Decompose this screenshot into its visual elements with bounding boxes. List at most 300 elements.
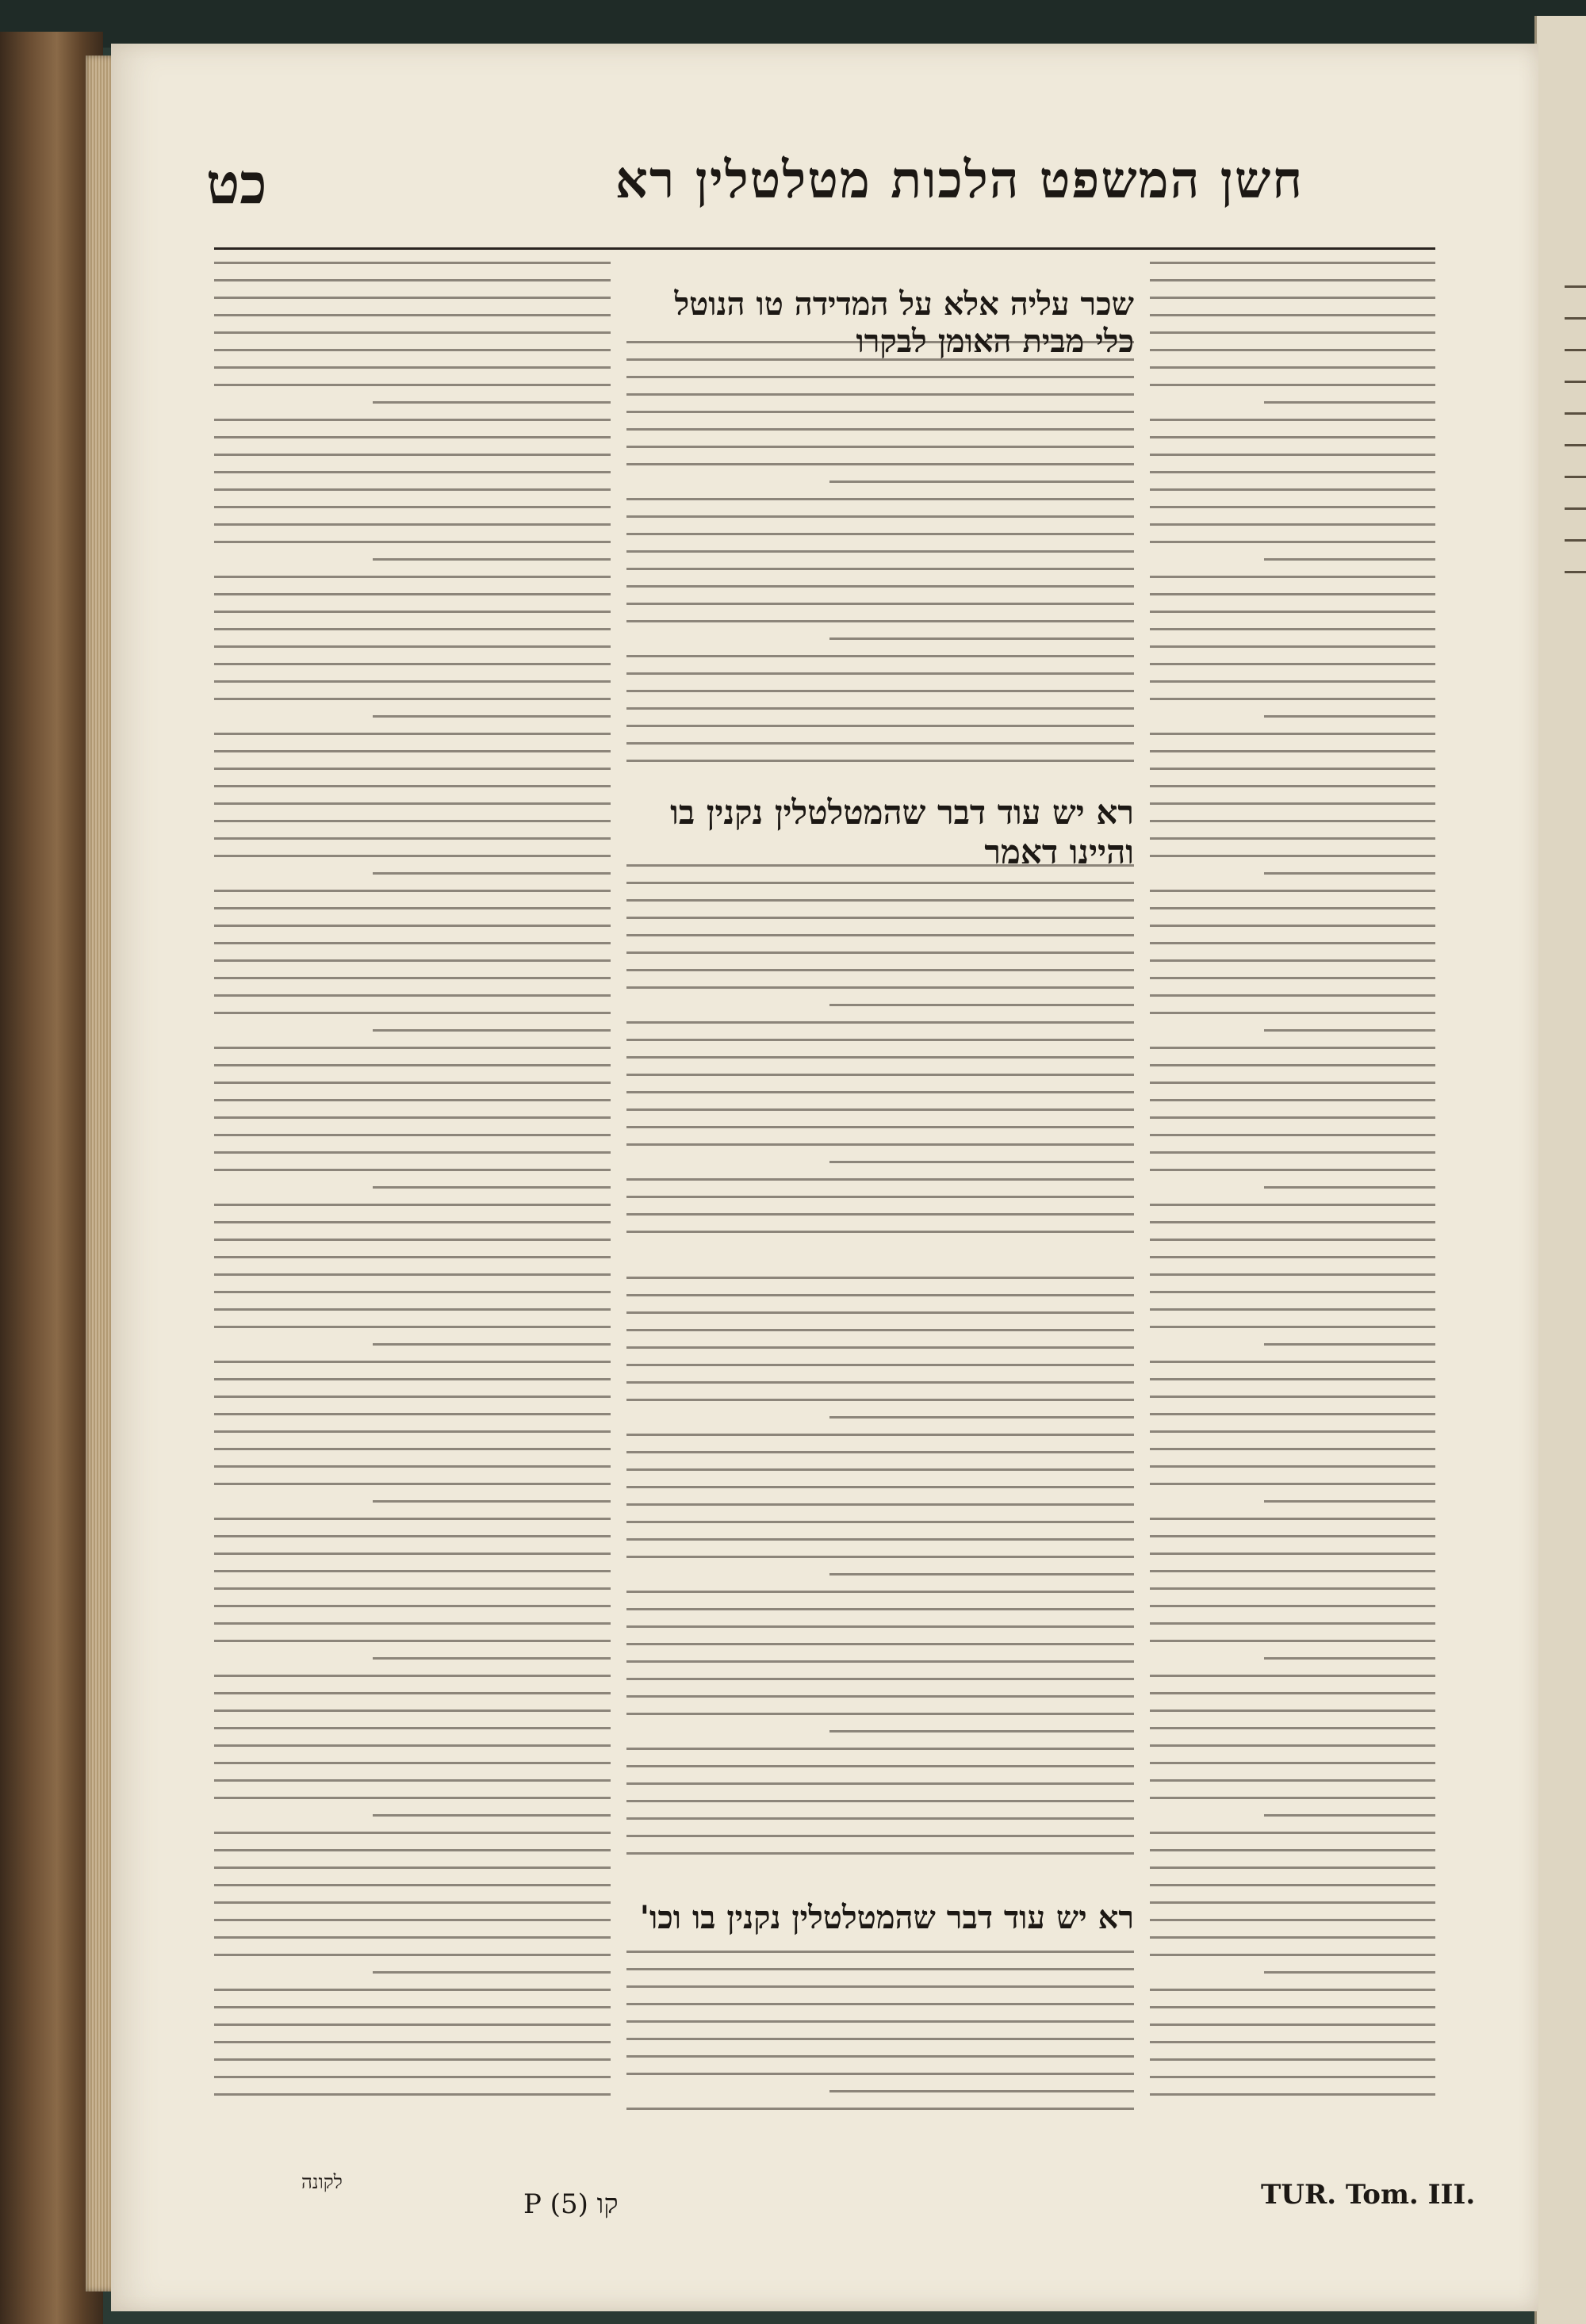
text-line <box>1150 297 1435 299</box>
text-line <box>214 436 611 438</box>
text-line <box>214 1989 611 1991</box>
text-line <box>1150 1570 1435 1572</box>
text-line <box>626 1835 1134 1837</box>
text-line <box>214 1640 611 1642</box>
text-line <box>1264 872 1435 875</box>
text-line <box>829 2090 1134 2092</box>
text-line <box>214 1047 611 1049</box>
text-line <box>1150 768 1435 770</box>
text-line <box>214 1064 611 1066</box>
text-line <box>214 680 611 683</box>
text-line <box>1150 1064 1435 1066</box>
section-heading-1: שכר עליה אלא על המדידה טו הנוטל כלי מבית האומן לבקרו <box>674 285 1134 360</box>
text-line <box>373 401 611 404</box>
text-line <box>214 768 611 770</box>
text-line <box>1150 802 1435 805</box>
text-line <box>626 603 1134 605</box>
text-line <box>1150 384 1435 386</box>
text-line <box>829 1004 1134 1006</box>
text-line <box>1150 611 1435 613</box>
text-line <box>214 1675 611 1677</box>
running-title: חשן המשפט הלכות מטלטלין רא <box>615 151 1304 210</box>
text-line <box>1150 1762 1435 1764</box>
text-line <box>626 1782 1134 1785</box>
text-line <box>1264 1500 1435 1503</box>
text-line <box>214 890 611 892</box>
text-line <box>214 331 611 334</box>
text-line <box>214 1762 611 1764</box>
text-line <box>214 1553 611 1555</box>
text-line <box>214 1901 611 1904</box>
text-line <box>214 698 611 700</box>
text-line <box>214 1744 611 1747</box>
text-line <box>1150 523 1435 526</box>
text-line <box>626 969 1134 971</box>
text-line <box>214 471 611 473</box>
text-line <box>1150 645 1435 648</box>
text-line <box>1150 1308 1435 1311</box>
text-line <box>1150 2058 1435 2061</box>
text-line <box>1150 628 1435 630</box>
text-line <box>214 262 611 264</box>
text-line <box>1264 1814 1435 1817</box>
text-line <box>1150 1012 1435 1014</box>
text-line <box>1150 262 1435 264</box>
text-line <box>626 1056 1134 1059</box>
text-line <box>1150 1553 1435 1555</box>
text-line <box>373 1814 611 1817</box>
text-line <box>1150 1448 1435 1450</box>
text-line <box>373 1657 611 1660</box>
text-line <box>214 366 611 369</box>
text-line <box>1150 541 1435 543</box>
text-line <box>626 2055 1134 2058</box>
text-line <box>373 872 611 875</box>
text-line <box>1150 890 1435 892</box>
text-line <box>1150 1989 1435 1991</box>
text-line <box>214 2076 611 2078</box>
text-line <box>829 480 1134 483</box>
text-line <box>214 1273 611 1276</box>
text-line <box>214 925 611 927</box>
text-line <box>1150 2041 1435 2043</box>
text-line <box>1150 1326 1435 1328</box>
text-line <box>214 1221 611 1223</box>
text-line <box>214 1570 611 1572</box>
text-line <box>214 1954 611 1956</box>
text-line <box>626 1591 1134 1593</box>
text-line <box>214 942 611 944</box>
text-line <box>214 419 611 421</box>
text-line <box>1150 1256 1435 1258</box>
text-line <box>214 1116 611 1119</box>
text-line <box>1150 785 1435 787</box>
text-line <box>1150 994 1435 997</box>
text-line <box>214 1204 611 1206</box>
text-line <box>1150 454 1435 456</box>
text-line <box>1150 471 1435 473</box>
text-line <box>626 1695 1134 1698</box>
text-line <box>373 715 611 718</box>
text-line <box>626 1678 1134 1680</box>
text-line <box>214 1622 611 1625</box>
text-line <box>214 1396 611 1398</box>
folio-number: כט <box>206 151 267 216</box>
text-line <box>1150 1901 1435 1904</box>
text-line <box>214 1099 611 1101</box>
text-line <box>1150 436 1435 438</box>
text-line <box>626 393 1134 396</box>
text-line <box>626 376 1134 378</box>
text-line <box>1150 1919 1435 1921</box>
text-line <box>626 1968 1134 1970</box>
text-line <box>1150 1134 1435 1136</box>
text-line <box>626 1434 1134 1436</box>
text-line <box>1150 1605 1435 1607</box>
text-line <box>214 2006 611 2008</box>
text-line <box>214 2058 611 2061</box>
text-line <box>626 1021 1134 1024</box>
text-line <box>1150 1587 1435 1590</box>
text-line <box>1150 1291 1435 1293</box>
text-line <box>626 742 1134 745</box>
text-line <box>214 506 611 508</box>
text-line <box>626 1660 1134 1663</box>
text-line <box>626 1143 1134 1146</box>
text-line <box>626 1277 1134 1279</box>
text-line <box>1264 401 1435 404</box>
text-line <box>626 550 1134 553</box>
text-line <box>1150 977 1435 979</box>
text-line <box>214 1239 611 1241</box>
signature-mark: P (5) קו <box>523 2188 619 2220</box>
text-line <box>626 1091 1134 1093</box>
text-line <box>626 1817 1134 1820</box>
text-line <box>1150 1465 1435 1468</box>
text-line <box>1150 314 1435 316</box>
text-line <box>214 1692 611 1694</box>
text-line <box>1264 558 1435 561</box>
text-line <box>829 1161 1134 1163</box>
text-line <box>829 637 1134 640</box>
text-line <box>1150 1116 1435 1119</box>
text-line <box>214 855 611 857</box>
commentary-column-left <box>214 262 611 2125</box>
text-line <box>1150 820 1435 822</box>
text-line <box>626 515 1134 518</box>
main-text-block-1 <box>626 341 1134 785</box>
text-line <box>1150 419 1435 421</box>
text-line <box>1150 2093 1435 2096</box>
text-line <box>1150 1273 1435 1276</box>
text-line <box>1150 1954 1435 1956</box>
text-line <box>1150 1622 1435 1625</box>
text-line <box>214 314 611 316</box>
text-line <box>626 707 1134 710</box>
text-line <box>626 672 1134 675</box>
text-line <box>214 1151 611 1154</box>
text-line <box>626 690 1134 692</box>
catchword: TUR. Tom. III. <box>1261 2179 1476 2211</box>
text-line <box>1150 349 1435 351</box>
text-line <box>626 1178 1134 1181</box>
text-line <box>626 1748 1134 1750</box>
text-line <box>214 1518 611 1520</box>
text-line <box>626 1852 1134 1855</box>
text-line <box>626 1451 1134 1453</box>
text-line <box>626 1643 1134 1645</box>
text-line <box>626 568 1134 570</box>
text-line <box>1150 1483 1435 1485</box>
text-line <box>214 1587 611 1590</box>
text-line <box>1264 1029 1435 1032</box>
text-line <box>626 2020 1134 2023</box>
text-line <box>1150 1675 1435 1677</box>
text-line <box>214 611 611 613</box>
text-line <box>626 1294 1134 1296</box>
text-line <box>1150 1849 1435 1851</box>
text-line <box>1150 1936 1435 1939</box>
text-line <box>626 2108 1134 2110</box>
text-line <box>1150 2006 1435 2008</box>
text-line <box>1150 733 1435 735</box>
text-line <box>1150 2023 1435 2026</box>
text-line <box>626 428 1134 431</box>
text-line <box>1150 680 1435 683</box>
text-line <box>626 1039 1134 1041</box>
text-line <box>214 1082 611 1084</box>
text-line <box>1150 1169 1435 1171</box>
text-line <box>1150 1099 1435 1101</box>
text-line <box>626 411 1134 413</box>
text-line <box>214 1605 611 1607</box>
text-line <box>214 1326 611 1328</box>
text-line <box>829 1730 1134 1732</box>
text-line <box>626 934 1134 936</box>
text-line <box>626 917 1134 919</box>
text-line <box>373 1971 611 1974</box>
text-line <box>214 1169 611 1171</box>
text-line <box>626 882 1134 884</box>
text-line <box>214 1413 611 1415</box>
text-line <box>214 1465 611 1468</box>
text-line <box>626 1521 1134 1523</box>
text-line <box>1150 1709 1435 1712</box>
text-line <box>626 1486 1134 1488</box>
section-heading-2: רא יש עוד דבר שהמטלטלין נקנין בו והיינו דאמר <box>670 793 1134 871</box>
page-header <box>206 151 1435 230</box>
text-line <box>214 959 611 962</box>
text-line <box>626 446 1134 448</box>
text-line <box>373 1186 611 1189</box>
text-line <box>626 1311 1134 1314</box>
text-line <box>626 1231 1134 1233</box>
text-line <box>1150 506 1435 508</box>
text-line <box>626 1608 1134 1610</box>
text-line <box>214 1849 611 1851</box>
text-line <box>626 986 1134 989</box>
text-line <box>214 384 611 386</box>
text-line <box>214 907 611 909</box>
text-line <box>214 994 611 997</box>
text-line <box>214 1709 611 1712</box>
text-line <box>626 725 1134 727</box>
text-line <box>829 1416 1134 1419</box>
text-line <box>626 2073 1134 2075</box>
text-line <box>214 2093 611 2096</box>
text-line <box>1150 1378 1435 1380</box>
text-line <box>1150 366 1435 369</box>
text-line <box>1150 576 1435 578</box>
text-line <box>1150 1518 1435 1520</box>
text-line <box>1150 1884 1435 1886</box>
text-line <box>1150 1744 1435 1747</box>
text-line <box>214 1779 611 1782</box>
text-line <box>1150 1779 1435 1782</box>
text-line <box>214 645 611 648</box>
text-line <box>1150 907 1435 909</box>
text-line <box>1150 2076 1435 2078</box>
text-line <box>1150 698 1435 700</box>
text-line <box>1264 715 1435 718</box>
text-line <box>626 1213 1134 1216</box>
text-line <box>373 558 611 561</box>
text-line <box>626 1126 1134 1128</box>
text-line <box>214 297 611 299</box>
commentary-column-center <box>626 1277 1134 1879</box>
text-line <box>1150 1239 1435 1241</box>
text-line <box>626 498 1134 500</box>
text-line <box>214 1535 611 1537</box>
text-line <box>214 785 611 787</box>
text-line <box>626 1985 1134 1988</box>
text-line <box>214 1936 611 1939</box>
text-line <box>1150 279 1435 281</box>
text-line <box>626 1074 1134 1076</box>
text-line <box>626 2038 1134 2040</box>
text-line <box>214 576 611 578</box>
text-line <box>626 760 1134 762</box>
text-line <box>626 899 1134 902</box>
text-line <box>1150 855 1435 857</box>
text-line <box>626 1329 1134 1331</box>
text-line <box>626 1765 1134 1767</box>
text-line <box>214 279 611 281</box>
text-line <box>373 1500 611 1503</box>
text-line <box>1150 1640 1435 1642</box>
text-line <box>214 977 611 979</box>
text-line <box>1150 1866 1435 1869</box>
text-line <box>626 1503 1134 1506</box>
text-line <box>829 1573 1134 1575</box>
text-line <box>214 820 611 822</box>
text-line <box>214 750 611 752</box>
text-line <box>214 837 611 840</box>
text-line <box>626 463 1134 465</box>
text-line <box>214 733 611 735</box>
text-line <box>1150 1047 1435 1049</box>
text-line <box>626 1108 1134 1111</box>
text-line <box>214 1797 611 1799</box>
text-line <box>214 1483 611 1485</box>
text-line <box>626 1468 1134 1471</box>
text-line <box>626 585 1134 588</box>
text-line <box>214 628 611 630</box>
text-line <box>626 1713 1134 1715</box>
text-line <box>626 1800 1134 1802</box>
text-line <box>1150 1692 1435 1694</box>
text-line <box>1150 925 1435 927</box>
text-line <box>1150 1832 1435 1834</box>
text-line <box>214 1430 611 1433</box>
text-line <box>214 1919 611 1921</box>
text-line <box>1150 1535 1435 1537</box>
text-line <box>1150 1413 1435 1415</box>
text-line <box>626 1556 1134 1558</box>
text-line <box>626 951 1134 954</box>
text-line <box>1264 1343 1435 1346</box>
text-line <box>214 523 611 526</box>
text-line <box>214 1378 611 1380</box>
text-line <box>214 1134 611 1136</box>
text-line <box>214 1884 611 1886</box>
text-line <box>1150 1082 1435 1084</box>
scan-background <box>0 0 1586 48</box>
text-line <box>1150 1204 1435 1206</box>
text-line <box>1150 1151 1435 1154</box>
text-line <box>214 1308 611 1311</box>
text-line <box>1150 1361 1435 1363</box>
text-line <box>214 2023 611 2026</box>
text-line <box>1150 593 1435 595</box>
text-line <box>214 1448 611 1450</box>
text-line <box>626 1538 1134 1541</box>
text-line <box>1150 837 1435 840</box>
text-line <box>1150 1797 1435 1799</box>
text-line <box>626 1346 1134 1349</box>
section-heading-3: רא יש עוד דבר שהמטלטלין נקנין בו וכו' <box>639 1899 1134 1936</box>
text-line <box>626 1381 1134 1384</box>
text-line <box>626 1196 1134 1198</box>
text-line <box>626 2003 1134 2005</box>
header-rule <box>214 247 1435 250</box>
text-line <box>626 1399 1134 1401</box>
text-line <box>1150 331 1435 334</box>
text-line <box>1150 1221 1435 1223</box>
text-line <box>214 1361 611 1363</box>
text-line <box>1264 1971 1435 1974</box>
text-line <box>626 1625 1134 1628</box>
text-line <box>214 802 611 805</box>
text-line <box>1150 1430 1435 1433</box>
text-line <box>214 454 611 456</box>
text-line <box>214 1727 611 1729</box>
text-line <box>214 1012 611 1014</box>
continuation-word: לקונה <box>301 2171 343 2193</box>
text-line <box>214 1256 611 1258</box>
text-line <box>626 533 1134 535</box>
main-text-block-2 <box>626 864 1134 1261</box>
text-line <box>1264 1186 1435 1189</box>
commentary-column-center-lower <box>626 1951 1134 2125</box>
text-line <box>373 1029 611 1032</box>
text-line <box>214 1866 611 1869</box>
text-line <box>1150 488 1435 491</box>
text-line <box>1150 663 1435 665</box>
text-line <box>214 593 611 595</box>
text-line <box>626 1951 1134 1953</box>
text-line <box>1150 1727 1435 1729</box>
